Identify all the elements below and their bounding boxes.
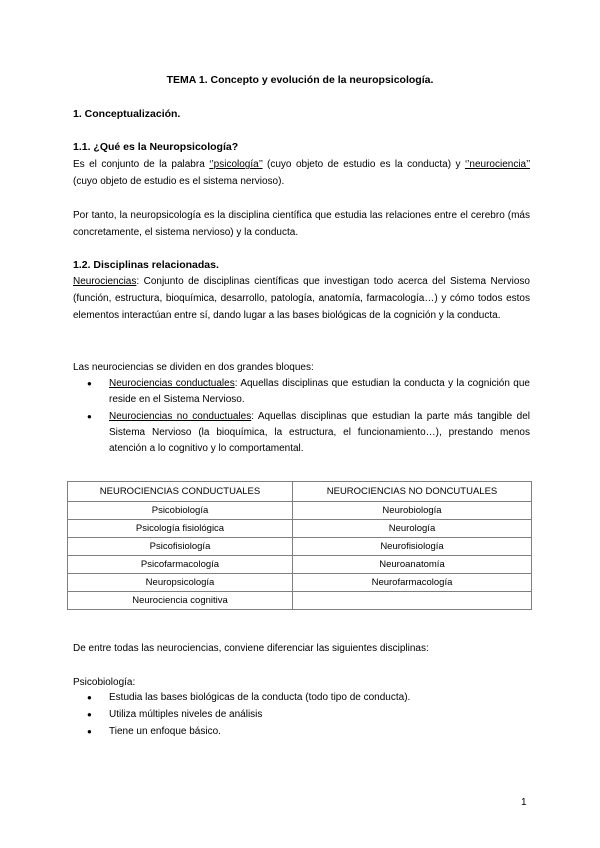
table-cell: Psicología fisiológica [68, 520, 293, 538]
table-cell: Neuroanatomía [293, 556, 532, 574]
list-item [73, 409, 530, 457]
table-row [68, 502, 532, 520]
table-cell: Psicofarmacología [68, 556, 293, 574]
text-run: (cuyo objeto de estudio es el sistema nervioso). [73, 176, 285, 187]
table-cell: Neurociencia cognitiva [68, 592, 293, 610]
bullet-term: Neurociencias conductuales [109, 378, 235, 389]
text-run: : Conjunto de disciplinas científicas que investigan todo acerca del Sistema Nervioso (función, estructura, bioquímica, desarrollo, patología, anatomía, farmacología…) y cómo todos estos elementos interactúan entre sí, dando lugar a las bases biológicas de la cognición y la conducta. [73, 276, 530, 321]
table-header: NEUROCIENCIAS CONDUCTUALES [68, 482, 293, 502]
table-cell: Neuropsicología [68, 574, 293, 592]
bullet-text: : Aquellas disciplinas que estudian la parte más tangible del Sistema Nervioso (la bioquímica, la estructura, el funcionamiento…), prestando menos atención a lo cognitivo y lo comportamental. [109, 411, 530, 454]
table-cell: Neurofisiología [293, 538, 532, 556]
bullet-text: : Aquellas disciplinas que estudian la conducta y la cognición que reside en el Sistema Nervioso. [109, 378, 530, 405]
text-run: (cuyo objeto de estudio es la conducta) y [262, 159, 465, 170]
table-row [68, 556, 532, 574]
after-table-paragraph: De entre todas las neurociencias, conviene diferenciar las siguientes disciplinas: [73, 643, 429, 654]
psicobiologia-label: Psicobiología: [73, 677, 136, 688]
table-row [68, 592, 532, 610]
list-item: ● Estudia las bases biológicas de la conducta (todo tipo de conducta). [73, 690, 530, 706]
conclusion-paragraph: Por tanto, la neuropsicología es la disciplina científica que estudia las relaciones entre el cerebro (más concretamente, el sistema nervioso) y la conducta. [73, 210, 530, 238]
table-cell: Neurofarmacología [293, 574, 532, 592]
text-run: Es el conjunto de la palabra [73, 159, 210, 170]
list-item [73, 376, 530, 408]
term-neurociencias: Neurociencias [73, 276, 137, 287]
list-item: ● Utiliza múltiples niveles de análisis [73, 707, 530, 723]
table-cell [293, 592, 532, 610]
table-cell: Neurobiología [293, 502, 532, 520]
bullet-term: Neurociencias no conductuales [109, 411, 252, 422]
list-item: ● Tiene un enfoque básico. [73, 724, 530, 740]
division-intro: Las neurociencias se dividen en dos grandes bloques: [73, 362, 314, 373]
table-row [68, 520, 532, 538]
neurociencias-definition [73, 273, 530, 324]
term-neurociencia: ‘’neurociencia’’ [464, 159, 530, 170]
neurociencias-bullet-list [73, 376, 530, 458]
section-1-heading: 1. Conceptualización. [73, 108, 181, 120]
psicobiologia-bullet-list [73, 690, 530, 741]
table-header: NEUROCIENCIAS NO DONCUTUALES [293, 482, 532, 502]
table-cell: Neurología [293, 520, 532, 538]
document-title: TEMA 1. Concepto y evolución de la neuropsicología. [166, 74, 434, 86]
neurociencias-table [67, 481, 532, 610]
table-row [68, 538, 532, 556]
table-cell: Psicofisiología [68, 538, 293, 556]
section-1-2-heading: 1.2. Disciplinas relacionadas. [73, 259, 219, 271]
table-header-row [68, 482, 532, 502]
definition-paragraph [73, 156, 530, 190]
section-1-1-heading: 1.1. ¿Qué es la Neuropsicología? [73, 141, 239, 153]
table-cell: Psicobiología [68, 502, 293, 520]
term-psicologia: ‘’psicología’’ [209, 159, 263, 170]
table-row [68, 574, 532, 592]
page-number: 1 [521, 797, 527, 808]
